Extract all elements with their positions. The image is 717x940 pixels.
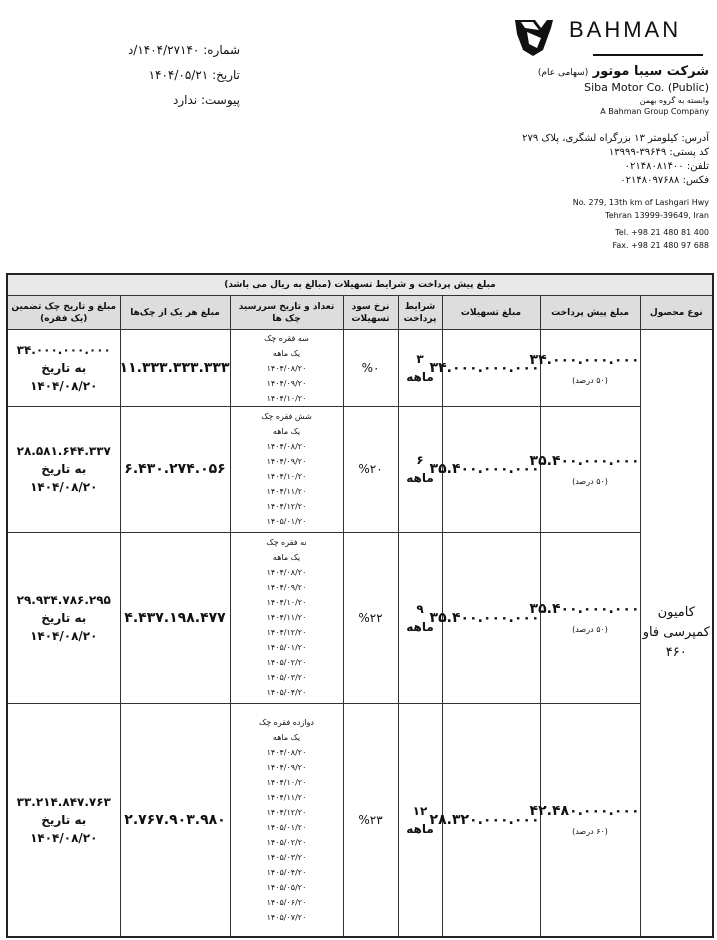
each-check-cell: ۲.۷۶۷.۹۰۳.۹۸۰: [120, 703, 230, 937]
checks-cell: نه فقره چک یک ماهه ۱۴۰۴/۰۸/۲۰ ۱۴۰۴/۰۹/۲۰ ۱۴۰۴/۱۰/۲۰ ۱۴۰۴/۱۱/۲۰ ۱۴۰۴/۱۲/۲۰ ۱۴۰۵/۰۱/۲۰ ۱۴۰۵/۰۲/۲۰ ۱۴۰۵/۰۳/۲۰ ۱۴۰۵/۰۴/۲۰: [230, 532, 343, 703]
term-cell: ۱۲ ماهه: [398, 703, 442, 937]
each-check-cell: ۱۱.۳۳۳.۳۳۳.۳۳۳: [120, 330, 230, 407]
guarantee-cell: ۳۴.۰۰۰.۰۰۰.۰۰۰ به تاریخ ۱۴۰۴/۰۸/۲۰: [7, 330, 120, 407]
header-checks: تعداد و تاریخ سررسید چک ها: [230, 296, 343, 330]
company-name-fa: شرکت سیبا موتور (سهامی عام): [537, 64, 709, 79]
group-fa: وابسته به گروه بهمن: [639, 96, 709, 105]
prepay-cell: ۴۲.۴۸۰.۰۰۰.۰۰۰ (۶۰ درصد): [540, 703, 640, 937]
fax-en: Fax. +98 21 480 97 688: [612, 241, 709, 250]
header-each-check: مبلغ هر یک از چک‌ها: [120, 296, 230, 330]
contact-en: [379, 196, 709, 252]
term-cell: ۹ ماهه: [398, 532, 442, 703]
letter-number: شماره: ۱۴۰۴/۲۷۱۴۰/د: [127, 43, 240, 57]
facility-cell: ۳۵.۴۰۰.۰۰۰.۰۰۰: [442, 407, 540, 532]
each-check-cell: ۴.۴۳۷.۱۹۸.۴۷۷: [120, 532, 230, 703]
header-facility: مبلغ تسهیلات: [442, 296, 540, 330]
header-prepayment: مبلغ پیش پرداخت: [540, 296, 640, 330]
guarantee-cell: ۲۹.۹۳۴.۷۸۶.۲۹۵ به تاریخ ۱۴۰۴/۰۸/۲۰: [7, 532, 120, 703]
header-terms: شرایط پرداخت: [398, 296, 442, 330]
product-cell: کامیون کمپرسی فاو ۴۶۰: [640, 330, 713, 937]
facility-cell: ۳۵.۴۰۰.۰۰۰.۰۰۰: [442, 532, 540, 703]
address-en-1: No. 279, 13th km of Lashgari Hwy: [572, 198, 709, 207]
facility-cell: ۳۴.۰۰۰.۰۰۰.۰۰۰: [442, 330, 540, 407]
postal-fa: کد پستی: ۳۹۶۴۹-۱۳۹۹۹: [608, 147, 709, 158]
rate-cell: %۲۳: [343, 703, 398, 937]
address-fa: آدرس: کیلومتر ۱۳ بزرگراه لشگری، پلاک ۲۷۹: [522, 133, 709, 144]
table-row: [7, 703, 713, 937]
payment-terms-table: [6, 273, 714, 938]
letter-date: تاریخ: ۱۴۰۴/۰۵/۲۱: [148, 68, 240, 82]
logo-wordmark: BAHMAN: [569, 17, 682, 42]
address-en-2: Tehran 13999-39649, Iran: [605, 211, 709, 220]
checks-cell: سه فقره چک یک ماهه ۱۴۰۴/۰۸/۲۰ ۱۴۰۴/۰۹/۲۰ ۱۴۰۴/۱۰/۲۰: [230, 330, 343, 407]
header-guarantee: مبلغ و تاریخ چک تضمین (یک فقره): [7, 296, 120, 330]
company-name-en: Siba Motor Co. (Public): [584, 81, 709, 94]
table-row: [7, 330, 713, 407]
contact-fa: [379, 132, 709, 188]
table-caption: مبلغ پیش پرداخت و شرایط تسهیلات (مبالغ به ریال می باشد): [7, 274, 713, 296]
group-en: A Bahman Group Company: [600, 107, 709, 116]
header-rate: نرخ سود تسهیلات: [343, 296, 398, 330]
bahman-logo: [513, 14, 709, 60]
term-cell: ۶ ماهه: [398, 407, 442, 532]
prepay-cell: ۳۵.۴۰۰.۰۰۰.۰۰۰ (۵۰ درصد): [540, 407, 640, 532]
tel-en: Tel. +98 21 480 81 400: [615, 228, 709, 237]
guarantee-cell: ۲۸.۵۸۱.۶۴۴.۳۳۷ به تاریخ ۱۴۰۴/۰۸/۲۰: [7, 407, 120, 532]
guarantee-cell: ۳۳.۲۱۴.۸۴۷.۷۶۳ به تاریخ ۱۴۰۴/۰۸/۲۰: [7, 703, 120, 937]
prepay-cell: ۳۵.۴۰۰.۰۰۰.۰۰۰ (۵۰ درصد): [540, 532, 640, 703]
rate-cell: %۲۲: [343, 532, 398, 703]
checks-cell: شش فقره چک یک ماهه ۱۴۰۴/۰۸/۲۰ ۱۴۰۴/۰۹/۲۰ ۱۴۰۴/۱۰/۲۰ ۱۴۰۴/۱۱/۲۰ ۱۴۰۴/۱۲/۲۰ ۱۴۰۵/۰۱/۲۰: [230, 407, 343, 532]
each-check-cell: ۶.۴۳۰.۲۷۴.۰۵۶: [120, 407, 230, 532]
letter-attachment: پیوست: ندارد: [173, 93, 240, 107]
phone-fa: تلفن: ۰۲۱۴۸۰۸۱۴۰۰: [624, 161, 709, 172]
checks-cell: دوازده فقره چک یک ماهه ۱۴۰۴/۰۸/۲۰ ۱۴۰۴/۰۹/۲۰ ۱۴۰۴/۱۰/۲۰ ۱۴۰۴/۱۱/۲۰ ۱۴۰۴/۱۲/۲۰ ۱۴۰۵/۰۱/۲۰ ۱۴۰۵/۰۲/۲۰ ۱۴۰۵/۰۳/۲۰ ۱۴۰۵/۰۴/۲۰ ۱۴۰۵/۰۵/۲۰ ۱۴۰۵/۰۶/۲۰ ۱۴۰۵/۰۷/۲۰: [230, 703, 343, 937]
facility-cell: ۲۸.۳۲۰.۰۰۰.۰۰۰: [442, 703, 540, 937]
rate-cell: %۰: [343, 330, 398, 407]
header-product: نوع محصول: [640, 296, 713, 330]
rate-cell: %۲۰: [343, 407, 398, 532]
prepay-cell: ۳۴.۰۰۰.۰۰۰.۰۰۰ (۵۰ درصد): [540, 330, 640, 407]
term-cell: ۳ ماهه: [398, 330, 442, 407]
letter-reference: [112, 38, 240, 113]
logo-persian-mark: [593, 44, 703, 56]
company-info: [379, 64, 709, 116]
fax-fa: فکس: ۰۲۱۴۸۰۹۷۶۸۸: [620, 175, 709, 186]
table-row: [7, 407, 713, 532]
table-row: [7, 532, 713, 703]
